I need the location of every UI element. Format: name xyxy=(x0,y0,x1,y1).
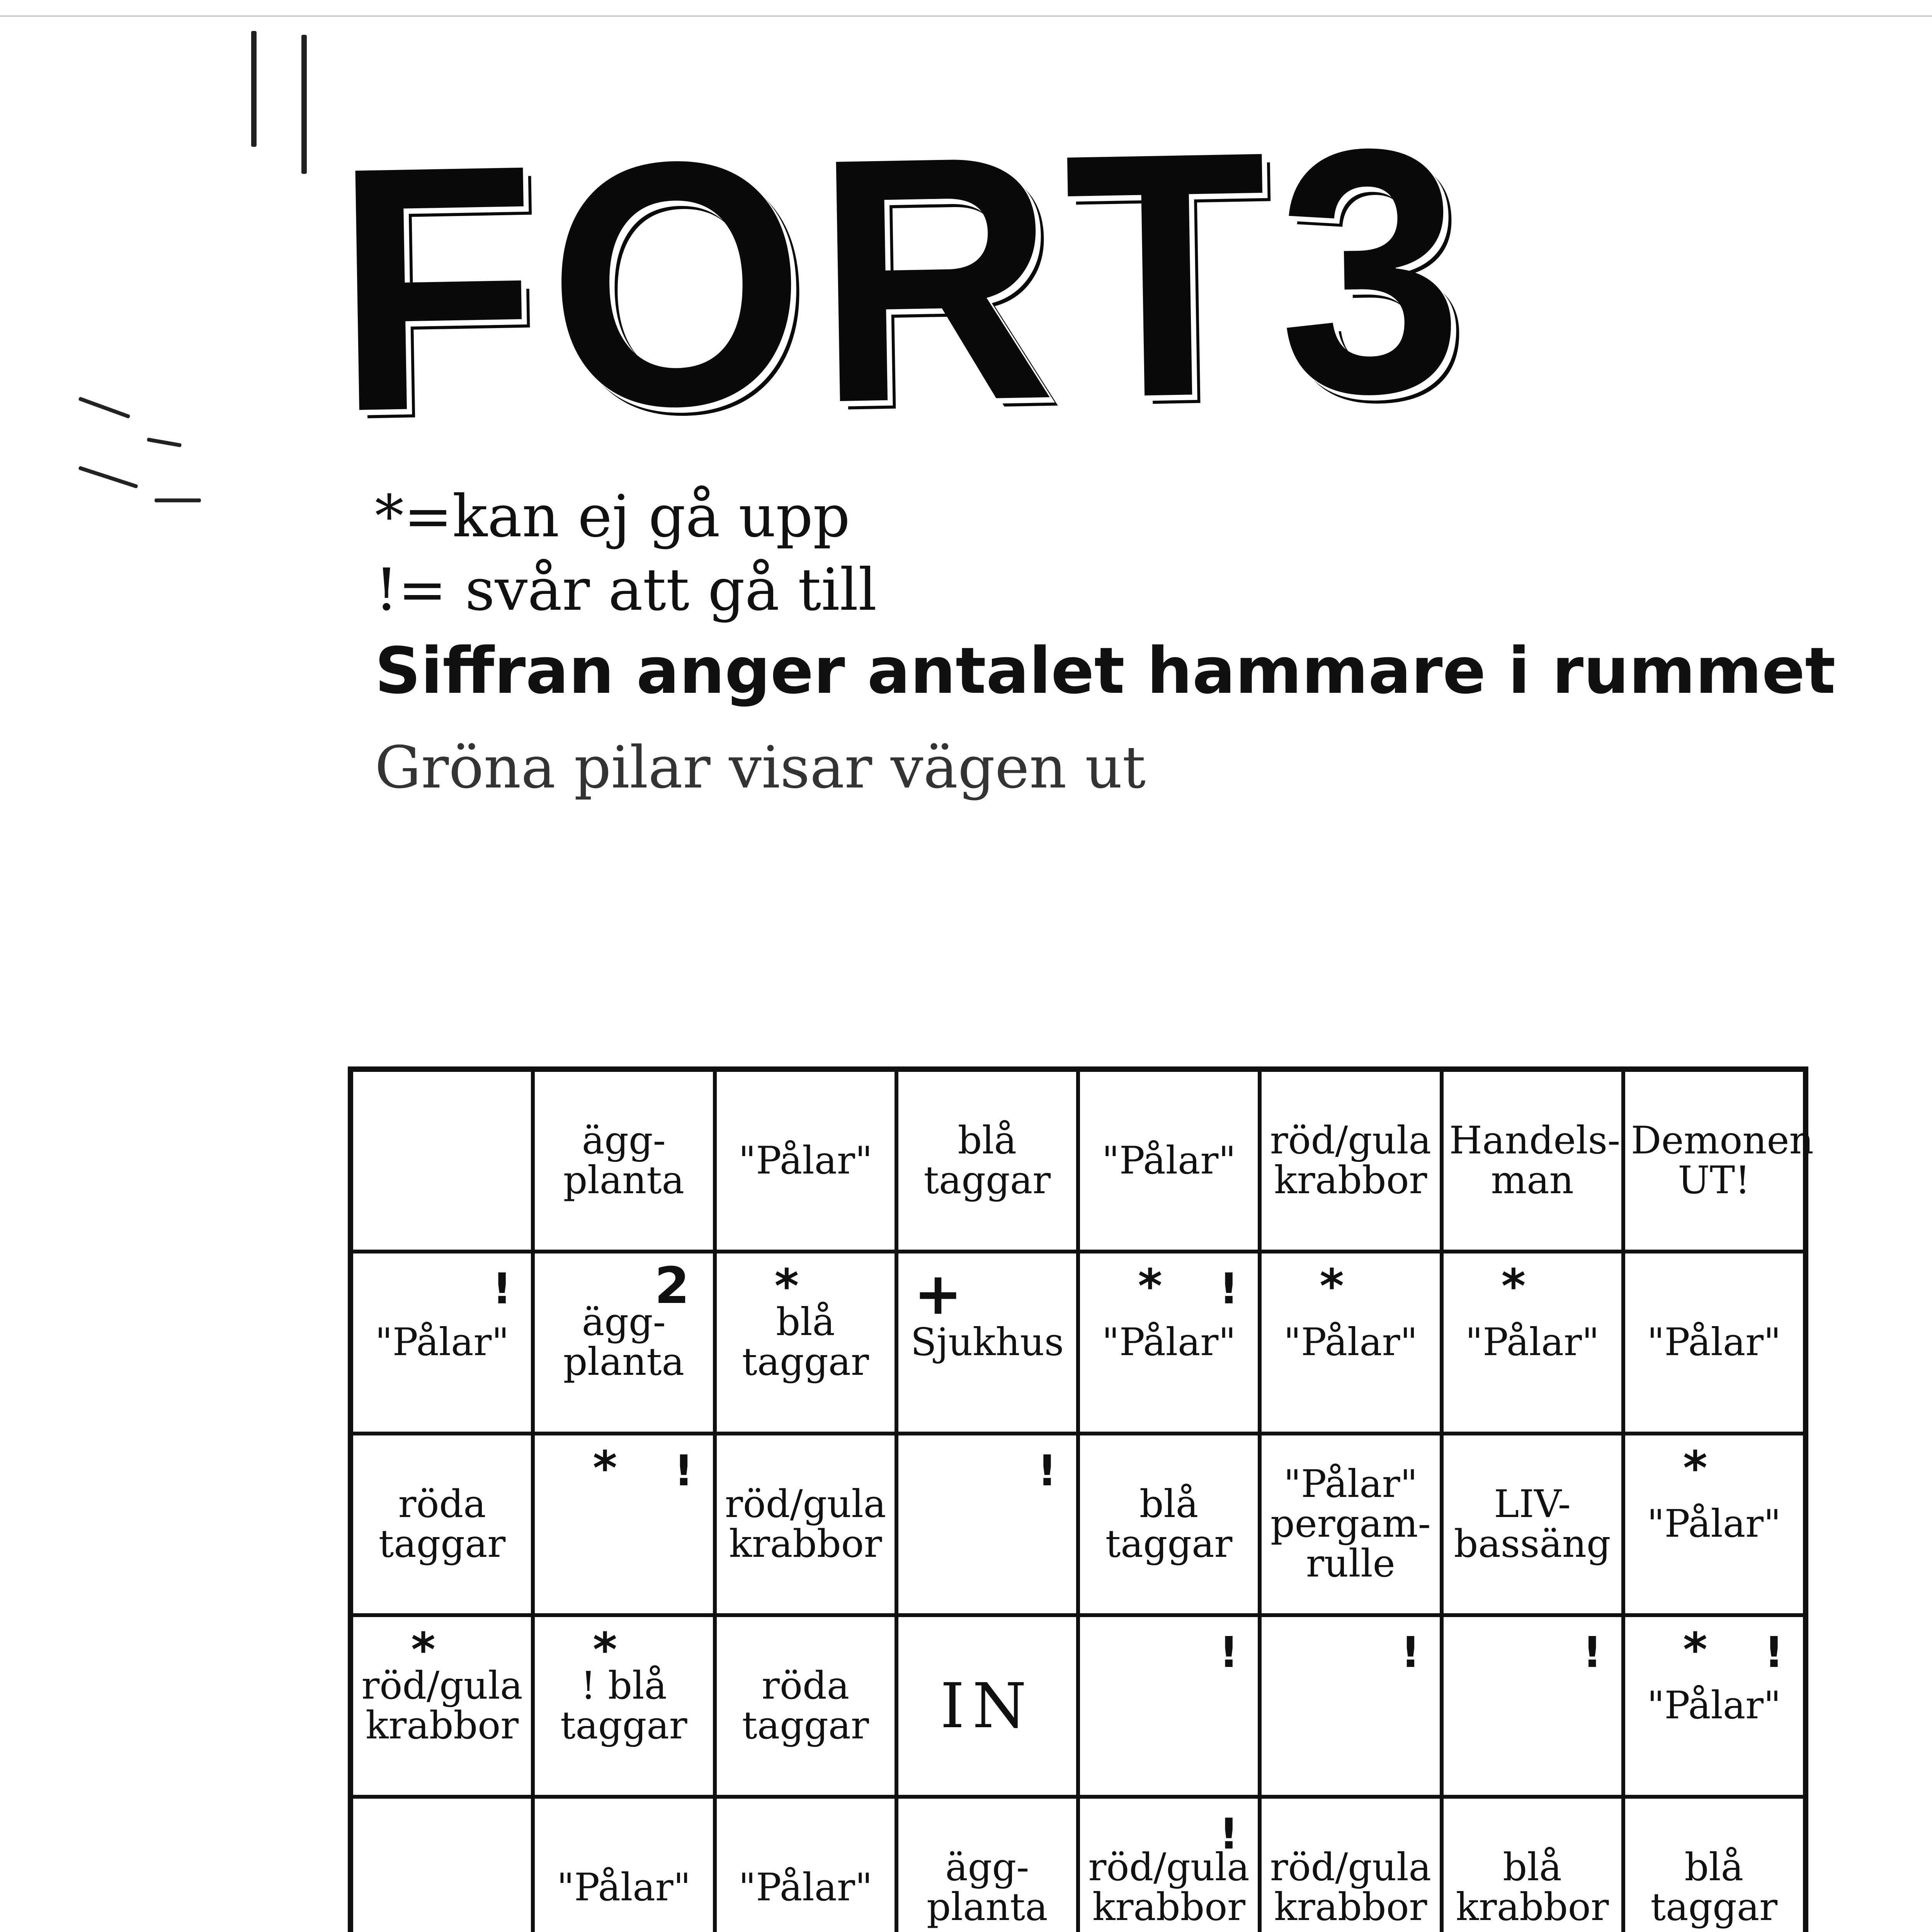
hospital-cross-icon: + xyxy=(913,1260,963,1328)
room-label: blå taggar xyxy=(1650,1845,1778,1930)
room-label: "Pålar" xyxy=(1465,1320,1599,1364)
room-label: "Pålar" xyxy=(1647,1502,1781,1546)
scan-mark xyxy=(251,31,257,147)
scan-mark xyxy=(155,498,201,502)
map-room xyxy=(1442,1434,1623,1615)
room-label: röd/gula krabbor xyxy=(361,1663,523,1748)
cannot-go-up-star-icon: * xyxy=(1138,1260,1162,1314)
cannot-go-up-star-icon: * xyxy=(1320,1260,1344,1314)
room-label: röda taggar xyxy=(742,1663,869,1748)
hard-to-reach-mark: ! xyxy=(1582,1627,1602,1677)
hard-to-reach-mark: ! xyxy=(1401,1627,1420,1677)
map-room xyxy=(1442,1070,1623,1252)
map-room xyxy=(1623,1070,1814,1252)
map-room xyxy=(896,1615,1078,1797)
room-label: Handels- man xyxy=(1449,1119,1621,1203)
map-room xyxy=(1623,1252,1805,1433)
map-room xyxy=(715,1070,896,1252)
map-room xyxy=(1260,1434,1441,1615)
map-room xyxy=(896,1434,1078,1615)
room-label: "Pålar" xyxy=(738,1138,872,1183)
map-room xyxy=(715,1615,896,1797)
map-room xyxy=(1078,1615,1260,1797)
map-room xyxy=(715,1434,896,1615)
map-room xyxy=(1078,1434,1260,1615)
scan-mark xyxy=(78,466,138,489)
room-label: "Pålar" xyxy=(1647,1684,1781,1728)
legend-star-rule: *=kan ej gå upp xyxy=(375,483,850,550)
map-room xyxy=(715,1252,896,1433)
cannot-go-up-star-icon: * xyxy=(593,1441,617,1495)
hard-to-reach-mark: ! xyxy=(1219,1809,1239,1859)
room-label: "Pålar" pergam- rulle xyxy=(1270,1462,1431,1586)
map-room xyxy=(1442,1797,1623,1932)
scan-mark xyxy=(147,437,182,447)
cannot-go-up-star-icon: * xyxy=(1501,1260,1526,1314)
map-room xyxy=(351,1797,533,1932)
map-room xyxy=(896,1797,1078,1932)
map-room xyxy=(533,1252,714,1433)
hard-to-reach-mark: ! xyxy=(1037,1446,1057,1495)
scan-mark xyxy=(301,35,307,174)
room-label: "Pålar" xyxy=(738,1865,872,1910)
room-label: Demonen UT! xyxy=(1631,1119,1814,1203)
map-room xyxy=(1078,1797,1260,1932)
hammer-count: 2 xyxy=(655,1256,690,1315)
map-room xyxy=(1442,1615,1623,1797)
map-room xyxy=(1260,1615,1441,1797)
map-room xyxy=(533,1615,714,1797)
room-label: ägg- planta xyxy=(927,1845,1048,1930)
map-room xyxy=(533,1070,714,1252)
map-room xyxy=(896,1070,1078,1252)
room-label: IN xyxy=(940,1669,1034,1742)
page-title: FORT3 xyxy=(332,74,1476,484)
room-label: röd/gula krabbor xyxy=(1270,1845,1431,1930)
room-label: "Pålar" xyxy=(375,1320,509,1364)
cannot-go-up-star-icon: * xyxy=(1683,1623,1708,1677)
cannot-go-up-star-icon: * xyxy=(774,1260,799,1314)
room-label: LIV- bassäng xyxy=(1454,1482,1611,1566)
legend-arrow-rule: Gröna pilar visar vägen ut xyxy=(375,734,1146,801)
hard-to-reach-mark: ! xyxy=(1219,1627,1239,1677)
scan-edge-line xyxy=(0,15,1932,17)
room-label: röd/gula krabbor xyxy=(1270,1119,1431,1203)
map-room xyxy=(533,1434,714,1615)
map-room xyxy=(351,1070,533,1252)
hard-to-reach-mark: ! xyxy=(1764,1627,1784,1677)
room-label: blå taggar xyxy=(1105,1482,1233,1566)
map-room xyxy=(1623,1434,1805,1615)
map-room xyxy=(1260,1252,1441,1433)
room-label: blå taggar xyxy=(923,1119,1051,1203)
map-room xyxy=(1260,1070,1441,1252)
cannot-go-up-star-icon: * xyxy=(593,1623,617,1677)
map-room xyxy=(1623,1797,1805,1932)
cannot-go-up-star-icon: * xyxy=(1683,1441,1708,1495)
room-label: "Pålar" xyxy=(1647,1320,1781,1364)
legend-exclamation-rule: != svår att gå till xyxy=(375,556,877,624)
hard-to-reach-mark: ! xyxy=(492,1264,512,1314)
map-room xyxy=(1442,1252,1623,1433)
room-label: "Pålar" xyxy=(1102,1320,1236,1364)
cannot-go-up-star-icon: * xyxy=(411,1623,435,1677)
map-room xyxy=(351,1252,533,1433)
map-room xyxy=(1078,1252,1260,1433)
room-label: Sjukhus xyxy=(910,1320,1064,1364)
map-room xyxy=(533,1797,714,1932)
scan-mark xyxy=(78,396,131,418)
room-label: ägg- planta xyxy=(563,1119,685,1203)
room-label: röd/gula krabbor xyxy=(1088,1845,1250,1930)
hard-to-reach-mark: ! xyxy=(674,1446,694,1495)
map-room xyxy=(351,1434,533,1615)
room-label: ägg- planta xyxy=(563,1300,685,1384)
fort-map-grid xyxy=(348,1066,1814,1932)
hard-to-reach-mark: ! xyxy=(1219,1264,1239,1314)
map-room xyxy=(1078,1070,1260,1252)
room-label: blå taggar xyxy=(742,1300,869,1384)
room-label: blå krabbor xyxy=(1456,1845,1609,1930)
map-room xyxy=(351,1615,533,1797)
room-label: "Pålar" xyxy=(557,1865,691,1910)
map-room xyxy=(896,1252,1078,1433)
map-room xyxy=(1260,1797,1441,1932)
room-label: "Pålar" xyxy=(1284,1320,1418,1364)
map-room xyxy=(715,1797,896,1932)
map-room xyxy=(1623,1615,1805,1797)
room-label: röda taggar xyxy=(378,1482,506,1566)
room-label: ! blå taggar xyxy=(560,1663,687,1748)
room-label: röd/gula krabbor xyxy=(725,1482,886,1566)
room-label: "Pålar" xyxy=(1102,1138,1236,1183)
legend-number-rule: Siffran anger antalet hammare i rummet xyxy=(375,634,1836,708)
